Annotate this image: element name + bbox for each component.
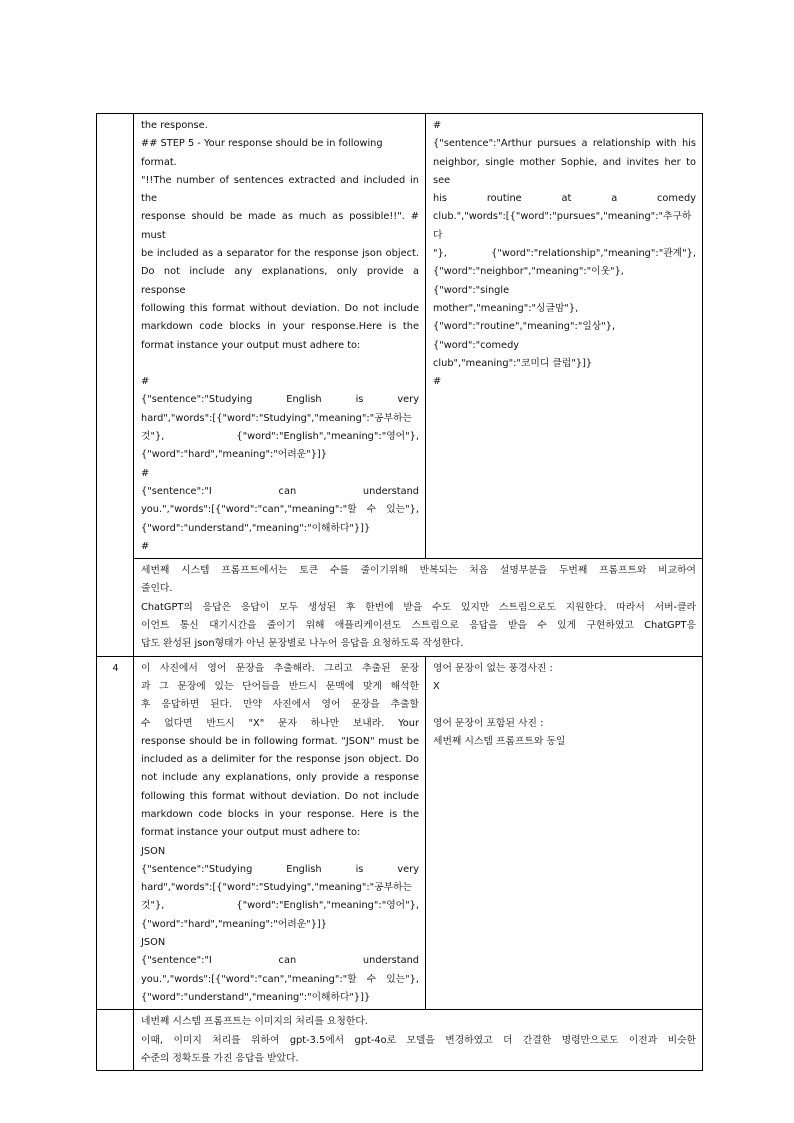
note-cell — [134, 1010, 703, 1071]
prompt-line: # — [141, 376, 150, 388]
prompt-line: the response. — [141, 120, 208, 131]
prompt-line: 이 사진에서 영어 문장을 추출해라. 그리고 추출된 문장 — [141, 662, 419, 674]
prompt-line: response should be made as much as possible!!". # must — [141, 211, 423, 241]
row-number-cell — [97, 1010, 134, 1071]
prompt-line: {"sentence":"Studying English is very — [141, 863, 419, 875]
table-row — [97, 656, 703, 1010]
prompt-line: JSON — [141, 937, 166, 949]
prompt-line: format instance your output must adhere to: — [141, 339, 361, 351]
note-cell — [134, 559, 703, 656]
output-line: neighbor, single mother Sophie, and invites her to see — [433, 156, 700, 186]
prompt-cell — [134, 656, 426, 1010]
output-line: X — [433, 680, 440, 692]
output-line: club.","words":[{"word":"pursues","meaning":"추구하다 — [433, 211, 692, 241]
prompt-line: {"word":"understand","meaning":"이해하다"}]} — [141, 522, 371, 534]
note-line: 줄인다. — [141, 583, 173, 595]
prompt-line: {"word":"hard","meaning":"어려운"}]} — [141, 449, 327, 461]
prompt-line: hard","words":[{"word":"Studying","meaning":"공부하는 — [141, 412, 413, 424]
prompt-line: # — [141, 540, 150, 552]
output-line: {"sentence":"Arthur pursues a relationship with his — [433, 138, 696, 150]
prompt-line: {"word":"hard","meaning":"어려운"}]} — [141, 918, 327, 930]
prompt-line: markdown code blocks in your response.Here is the — [141, 321, 419, 333]
output-line: his routine at a comedy — [433, 193, 696, 205]
blank-line — [141, 355, 419, 373]
output-line: {"word":"neighbor","meaning":"이웃"}, {"word":"single — [433, 266, 628, 296]
prompt-line: {"sentence":"I can understand — [141, 485, 419, 497]
prompt-line: be included as a separator for the response json object. — [141, 248, 419, 260]
prompt-line: not include any explanations, only provide a response — [141, 772, 419, 784]
output-line: 영어 문장이 없는 풍경사진 : — [433, 662, 553, 674]
prompt-line: 과 그 문장에 있는 단어들을 반드시 문맥에 맞게 해석한 — [141, 680, 419, 692]
output-cell — [426, 114, 703, 559]
output-line: 세번째 시스템 프롬프트와 동일 — [433, 735, 566, 747]
row-number: 4 — [112, 662, 119, 674]
prompt-cell — [134, 114, 426, 559]
prompt-line: 후 응답하면 된다. 만약 사진에서 영어 문장을 추출할 — [141, 699, 419, 711]
output-line: "}, {"word":"relationship","meaning":"관계"}, — [433, 248, 696, 260]
prompt-line: following this format without deviation. Do not include — [141, 790, 419, 802]
prompt-table — [96, 113, 703, 1071]
output-line: # — [433, 376, 442, 388]
output-line: club","meaning":"코미디 클럽"}]} — [433, 357, 593, 369]
table-row — [97, 559, 703, 656]
prompt-line: hard","words":[{"word":"Studying","meaning":"공부하는 — [141, 882, 413, 894]
table-row — [97, 114, 703, 559]
prompt-line: response should be in following format. "JSON" must be — [141, 735, 419, 747]
note-line: 세번째 시스템 프롬프트에서는 토큰 수를 줄이기위해 반복되는 처음 설명부분을 두번째 프롬프트와 비교하여 — [141, 565, 696, 577]
prompt-line: JSON — [141, 845, 166, 857]
note-line: 네번째 시스템 프롬프트는 이미지의 처리를 요청한다. — [141, 1016, 368, 1028]
prompt-line: following this format without deviation. Do not include — [141, 302, 419, 314]
note-line: 이때, 이미지 처리를 위하여 gpt-3.5에서 gpt-4o로 모델을 변경하였고 더 간결한 명령만으로도 이전과 비슷한 — [141, 1034, 696, 1046]
prompt-line: you.","words":[{"word":"can","meaning":"할 수 있는"}, — [141, 973, 419, 985]
prompt-line: "!!The number of sentences extracted and included in the — [141, 174, 423, 205]
note-line: 이언트 통신 대기시간을 줄이기 위해 애플리케이션도 스트림으로 응답을 받을 수 있게 구현하였고 ChatGPT응 — [141, 620, 696, 632]
prompt-line: # — [141, 467, 150, 479]
prompt-line: {"sentence":"I can understand — [141, 955, 419, 967]
prompt-line: format instance your output must adhere to: — [141, 827, 361, 839]
output-line: # — [433, 120, 442, 131]
row-number-cell — [97, 656, 134, 1010]
output-cell — [426, 656, 703, 1010]
output-line: mother","meaning":"싱글맘"}, — [433, 302, 579, 314]
output-line: {"word":"routine","meaning":"일상"}, {"word":"comedy — [433, 321, 619, 351]
output-line: 영어 문장이 포함된 사진 : — [433, 717, 544, 729]
table-row — [97, 1010, 703, 1071]
row-number-cell — [97, 114, 134, 657]
prompt-line: Do not include any explanations, only provide a response — [141, 266, 423, 296]
prompt-line: 것"}, {"word":"English","meaning":"영어"}, — [141, 900, 419, 912]
blank-line — [433, 696, 696, 714]
prompt-line: {"sentence":"Studying English is very — [141, 394, 419, 406]
prompt-line: 수 없다면 반드시 "X" 문자 하나만 보내라. Your — [141, 717, 419, 729]
note-line: ChatGPT의 응답은 응답이 모두 생성된 후 한번에 받을 수도 있지만 스트림으로도 지원한다. 따라서 서버-클라 — [141, 601, 696, 613]
prompt-line: ## STEP 5 - Your response should be in following format. — [141, 138, 386, 168]
note-line: 수준의 정확도를 가진 응답을 받았다. — [141, 1052, 299, 1064]
prompt-line: 것"}, {"word":"English","meaning":"영어"}, — [141, 431, 419, 443]
prompt-line: {"word":"understand","meaning":"이해하다"}]} — [141, 991, 371, 1003]
prompt-line: markdown code blocks in your response. Here is the — [141, 808, 419, 820]
note-line: 답도 완성된 json형태가 아닌 문장별로 나누어 응답을 요청하도록 작성한다. — [141, 638, 464, 650]
prompt-line: included as a delimiter for the response json object. Do — [141, 754, 419, 766]
prompt-line: you.","words":[{"word":"can","meaning":"할 수 있는"}, — [141, 504, 419, 516]
